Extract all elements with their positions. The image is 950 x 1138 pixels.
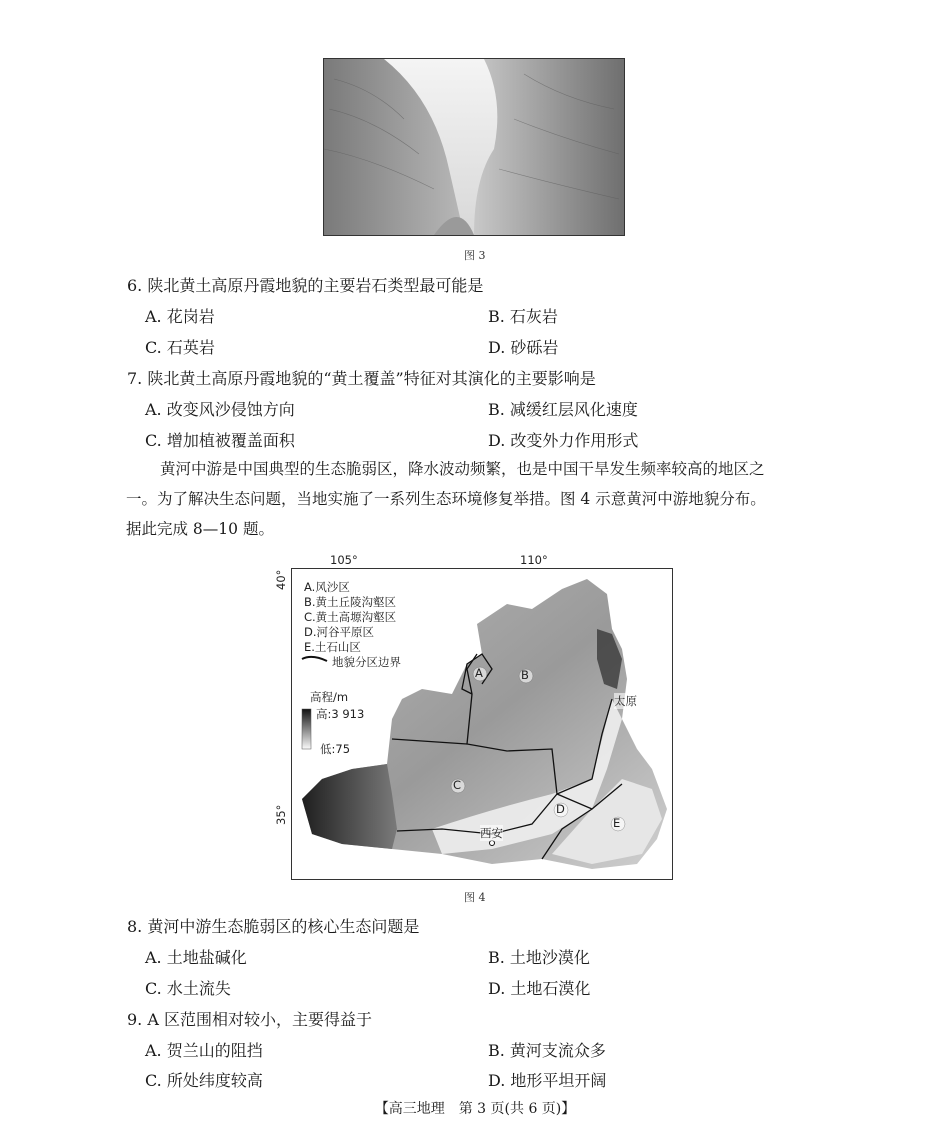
passage-line-3: 据此完成 8—10 题。 [126,520,274,538]
q7-option-d: D. 改变外力作用形式 [488,431,639,450]
q7-option-a: A. 改变风沙侵蚀方向 [145,400,295,419]
region-e-label: E [613,816,621,830]
q9-option-c: C. 所处纬度较高 [145,1071,263,1090]
lon-label-110: 110° [520,553,548,567]
question-6-stem: 6. 陕北黄土高原丹霞地貌的主要岩石类型最可能是 [127,276,484,295]
q9-option-a: A. 贺兰山的阻挡 [145,1041,263,1060]
q6-option-a: A. 花岗岩 [145,307,215,326]
legend-item-e: E.土石山区 [304,640,361,654]
figure-3-photo [323,58,625,236]
legend-item-a: A.风沙区 [304,580,350,594]
region-a-label: A [475,666,483,680]
q7-option-c: C. 增加植被覆盖面积 [145,431,295,450]
q6-option-c: C. 石英岩 [145,338,215,357]
figure-4-map [291,568,673,880]
region-c-label: C [453,778,462,792]
legend-item-c: C.黄土高塬沟壑区 [304,610,397,624]
legend-boundary-label: 地貌分区边界 [332,655,401,669]
passage-line-1: 黄河中游是中国典型的生态脆弱区，降水波动频繁，也是中国干旱发生频率较高的地区之 [160,460,765,478]
region-d-label: D [556,802,565,816]
question-9-stem: 9. A 区范围相对较小，主要得益于 [127,1010,372,1029]
q9-option-b: B. 黄河支流众多 [488,1041,606,1060]
legend-item-b: B.黄土丘陵沟壑区 [304,595,397,609]
lon-label-105: 105° [330,553,358,567]
q6-option-d: D. 砂砾岩 [488,338,559,357]
region-b-label: B [521,668,529,682]
q6-option-b: B. 石灰岩 [488,307,558,326]
city-taiyuan: 太原 [614,694,637,708]
passage-line-2: 一。为了解决生态问题，当地实施了一系列生态环境修复举措。图 4 示意黄河中游地貌分布。 [126,490,766,508]
q8-option-c: C. 水土流失 [145,979,231,998]
elevation-low: 低:75 [320,742,351,756]
figure-3-caption: 图 3 [464,249,486,262]
canyon-illustration [324,59,624,235]
question-7-stem: 7. 陕北黄土高原丹霞地貌的“黄土覆盖”特征对其演化的主要影响是 [127,369,596,388]
q7-option-b: B. 减缓红层风化速度 [488,400,638,419]
elevation-title: 高程/m [310,690,349,704]
q9-option-d: D. 地形平坦开阔 [488,1071,607,1090]
page-footer: 【高三地理 第 3 页(共 6 页)】 [374,1101,576,1117]
figure-4-caption: 图 4 [464,891,486,904]
elevation-high: 高:3 913 [316,707,365,721]
city-xian: 西安 [480,826,503,840]
passage [126,454,826,544]
lat-label-35: 35° [274,804,288,825]
q8-option-a: A. 土地盐碱化 [145,948,247,967]
q8-option-b: B. 土地沙漠化 [488,948,590,967]
legend-item-d: D.河谷平原区 [304,625,375,639]
lat-label-40: 40° [274,569,288,590]
q8-option-d: D. 土地石漠化 [488,979,591,998]
question-8-stem: 8. 黄河中游生态脆弱区的核心生态问题是 [127,917,420,936]
